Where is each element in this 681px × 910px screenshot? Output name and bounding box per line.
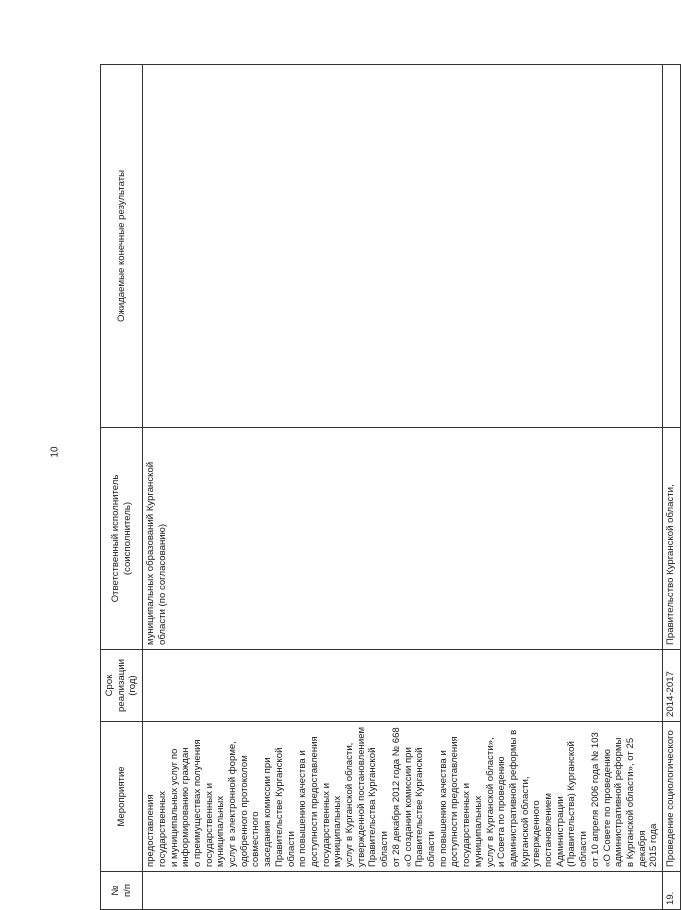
events-table (100, 64, 681, 910)
row-event: предоставления государственных и муниципальных услуг по информированию граждан о преимуществах получения государственных и муниципальных услуг в электронной форме, одобренного протоколом совместного заседания комиссии при Правительстве Курганской области по повышению качества и доступности предоставления государственных и муниципальных услуг в Курганской области, утвержденной постановлением Правительства Курганской области от 28 декабря 2012 года № 668 «О создании комиссии при Правительстве Курганской области по повышению качества и доступности предоставления государственных и муниципальных услуг в Курганской области», и Совета по проведению административной реформы в Курганской области, утвержденного постановлением Администрации (Правительства) Курганской области от 10 апреля 2006 года № 103 «О Совете по проведению административной реформы в Курганской области», от 25 декабря 2015 года (143, 722, 663, 872)
header-term: Срок реализации (год) (101, 650, 143, 722)
header-num: № п/п (101, 872, 143, 910)
header-event: Мероприятие (101, 722, 143, 872)
row-term: 2014-2017 (663, 650, 681, 722)
table-row (143, 65, 663, 910)
header-results: Ожидаемые конечные результаты (101, 65, 143, 428)
rotated-page-content (100, 65, 677, 910)
page-number: 10 (49, 446, 61, 458)
table-row (663, 65, 681, 910)
table-header-row (101, 65, 143, 910)
row-results (663, 65, 681, 428)
row-num: 19. (663, 872, 681, 910)
row-executor: Правительство Курганской области, (663, 428, 681, 650)
header-executor: Ответственный исполнитель (соисполнитель) (101, 428, 143, 650)
row-executor: муниципальных образований Курганской области (по согласованию) (143, 428, 663, 650)
row-term (143, 650, 663, 722)
row-results (143, 65, 663, 428)
row-event: Проведение социологического (663, 722, 681, 872)
row-num (143, 872, 663, 910)
